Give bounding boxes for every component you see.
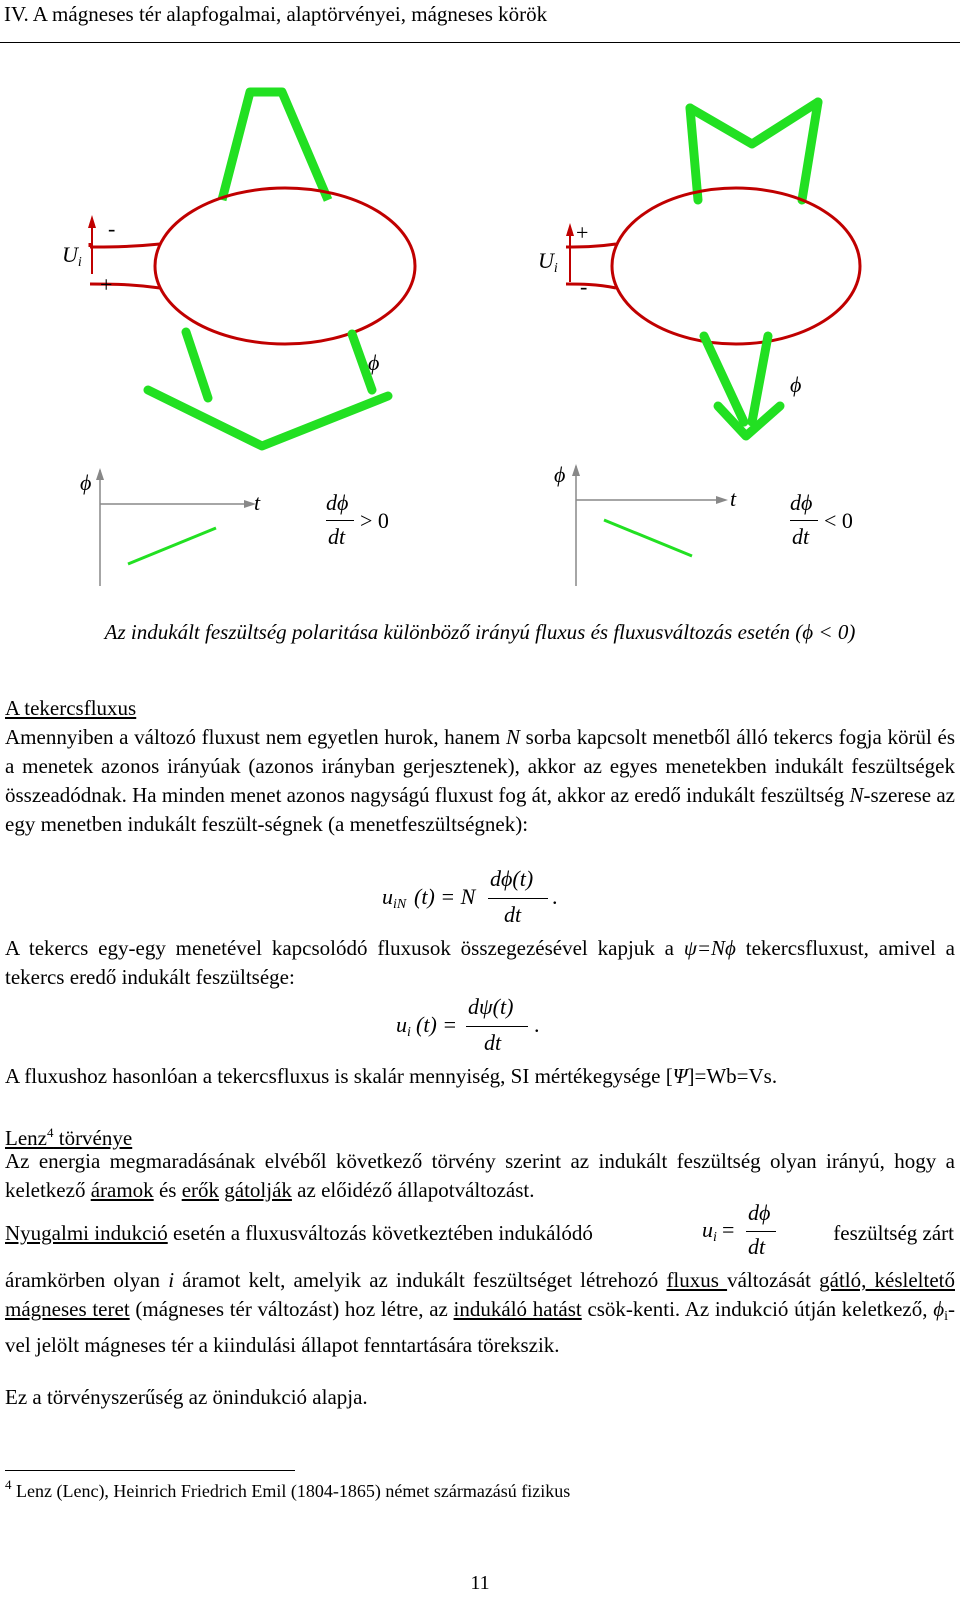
header-rule <box>0 42 960 43</box>
induction-diagram <box>0 60 960 620</box>
right-graph-y-label: ϕ <box>554 462 566 487</box>
right-flux-leg-top-right <box>802 102 818 200</box>
section-title-tekercsfluxus: A tekercsfluxus <box>5 696 137 720</box>
left-flux-arrow-top <box>222 92 328 200</box>
left-graph <box>96 468 256 586</box>
right-graph-flux-line <box>604 520 692 556</box>
paragraph-lenz-4: Ez a törvényszerűség az önindukció alapja. <box>5 1385 368 1409</box>
right-coil-group <box>566 102 860 436</box>
footnote-rule <box>5 1470 295 1471</box>
left-graph-flux-line <box>128 528 216 564</box>
right-graph-x-label: t <box>730 486 737 511</box>
left-ui-label: $U_i$ <box>62 242 82 270</box>
paragraph-lenz-2-start: Nyugalmi indukció esetén a fluxusváltozás következtében indukálódó <box>5 1221 593 1245</box>
paragraph-lenz-1: Az energia megmaradásának elvéből következő törvény szerint az indukált feszültség olyan irányú, hogy a keletkező áramok és erők gátolják az előidéző állapotváltozást. <box>5 1149 955 1202</box>
section-title-lenz: Lenz$^4$ törvénye <box>5 1125 133 1150</box>
right-minus-sign: - <box>580 274 588 299</box>
equation-1-arg: (t) = N <box>414 884 476 909</box>
right-coil-loop <box>612 188 860 344</box>
equation-1-end: . <box>552 884 558 909</box>
equation-2-end: . <box>534 1012 540 1037</box>
lenz-inline-eq-lhs: $u_i$ <box>702 1217 717 1245</box>
right-graph-y-arrow <box>572 464 580 476</box>
equation-1-frac-bar <box>488 898 548 899</box>
equation-2-denominator: dt <box>484 1030 502 1055</box>
left-minus-sign: - <box>108 216 116 241</box>
left-coil-loop <box>155 188 415 344</box>
left-flux-leg-left <box>186 332 208 398</box>
paragraph-lenz-2-end: feszültség zárt <box>833 1221 954 1245</box>
lenz-inline-eq-num: dϕ <box>748 1200 771 1225</box>
paragraph-tekercsfluxus-3: A fluxushoz hasonlóan a tekercsfluxus is skalár mennyiség, SI mértékegysége [Ψ]=Wb=Vs. <box>5 1064 778 1088</box>
equation-2-lhs: $u_i$ <box>396 1012 411 1040</box>
right-flux-leg-top-left <box>690 108 698 200</box>
left-flux-chevron <box>148 390 388 446</box>
left-ui-arrow-head <box>88 215 96 228</box>
equation-1-lhs: $u_{iN}$ <box>382 884 407 912</box>
right-flux-leg-low-right <box>752 336 768 422</box>
right-graph-deriv-num: dϕ <box>790 490 813 515</box>
left-graph-y-arrow <box>96 468 104 480</box>
right-graph <box>572 464 728 586</box>
right-graph-x-arrow <box>716 496 728 504</box>
left-graph-y-label: ϕ <box>80 470 92 495</box>
lenz-inline-eq-op: = <box>722 1217 735 1242</box>
left-coil-group <box>88 92 415 446</box>
lenz-inline-eq-bar <box>746 1231 776 1232</box>
left-graph-relation: > 0 <box>360 508 389 533</box>
right-graph-frac-bar <box>790 520 818 521</box>
footnote: $^4$ Lenz (Lenc), Heinrich Friedrich Emil (1804-1865) német származású fizikus <box>5 1477 571 1501</box>
right-ui-label: $U_i$ <box>538 248 558 276</box>
figure-caption: Az indukált feszültség polaritása különböző irányú fluxus és fluxusváltozás esetén (ϕ < 0) <box>104 620 856 644</box>
equation-2-arg: (t) = <box>416 1012 458 1037</box>
paragraph-tekercsfluxus-2: A tekercs egy-egy menetével kapcsolódó fluxusok összegezésével kapjuk a ψ=Nϕ tekercsfluxust, amivel a tekercs eredő indukált feszültsége: <box>5 936 955 989</box>
equation-1-denominator: dt <box>504 902 522 927</box>
left-graph-deriv-den: dt <box>328 524 346 549</box>
equation-2-numerator: dψ(t) <box>468 994 514 1019</box>
page-header: IV. A mágneses tér alapfogalmai, alaptörvényei, mágneses körök <box>4 2 548 26</box>
lenz-inline-eq-den: dt <box>748 1234 766 1259</box>
left-graph-deriv-num: dϕ <box>326 490 349 515</box>
right-plus-sign: + <box>576 220 589 245</box>
left-flux-label: ϕ <box>368 350 380 375</box>
right-flux-chevron-top <box>690 102 818 144</box>
equation-1-numerator: dϕ(t) <box>490 866 534 891</box>
right-coil-lead <box>566 244 616 288</box>
right-graph-deriv-den: dt <box>792 524 810 549</box>
right-graph-relation: < 0 <box>824 508 853 533</box>
equation-2-frac-bar <box>466 1026 528 1027</box>
left-plus-sign: + <box>100 272 113 297</box>
paragraph-tekercsfluxus-1: Amennyiben a változó fluxust nem egyetlen hurok, hanem N sorba kapcsolt menetből álló tekercs fogja körül és a menetek azonos irányúak (azonos irányban gerjesztenek), akkor az egyes menetekben indukált feszültségek összeadódnak. Ha minden menet azonos nagyságú fluxust fog át, akkor az eredő indukált feszültség N-szerese az egy menetben indukált feszült-ségnek (a menetfeszültségnek): <box>5 725 955 836</box>
right-flux-label: ϕ <box>790 372 802 397</box>
left-graph-frac-bar <box>326 520 354 521</box>
left-graph-x-label: t <box>254 490 261 515</box>
page-number: 11 <box>470 1572 490 1594</box>
paragraph-lenz-3: áramkörben olyan i áramot kelt, amelyik az indukált feszültséget létrehozó fluxus változását gátló, késleltető mágneses teret (mágneses tér változást) hoz létre, az indukáló hatást csök-kenti. Az indukció útján keletkező, $\phi_i$-vel jelölt mágneses tér a kiindulási állapot fenntartására törekszik. <box>5 1268 955 1357</box>
right-ui-arrow-head <box>566 223 574 236</box>
